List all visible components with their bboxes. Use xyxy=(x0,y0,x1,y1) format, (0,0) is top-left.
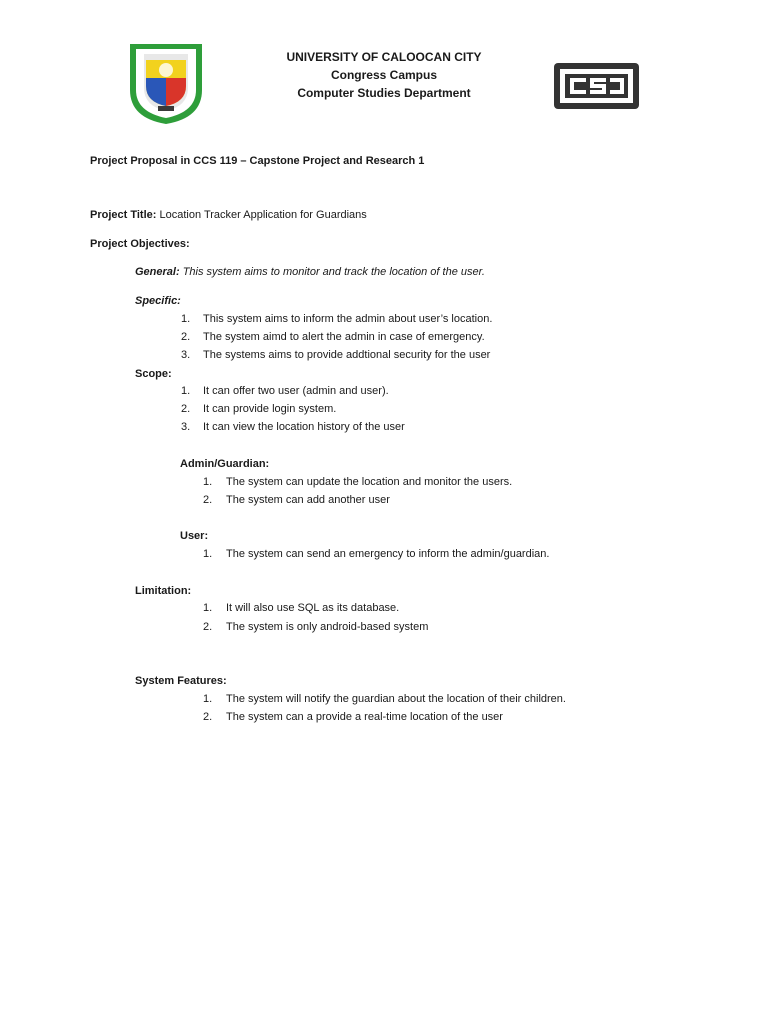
admin-guardian-label: Admin/Guardian: xyxy=(180,458,270,470)
limitation-label: Limitation: xyxy=(135,585,192,597)
general-objective xyxy=(135,266,485,278)
project-title-label: Project Title: xyxy=(90,209,157,221)
document-header xyxy=(0,48,768,102)
specific-label: Specific: xyxy=(135,295,181,307)
proposal-line: Project Proposal in CCS 119 – Capstone Project and Research 1 xyxy=(90,155,425,167)
campus-name: Congress Campus xyxy=(330,68,438,82)
scope-label: Scope: xyxy=(135,368,172,380)
objectives-heading: Project Objectives: xyxy=(90,238,190,250)
department-name: Computer Studies Department xyxy=(297,86,471,100)
general-text: This system aims to monitor and track the location of the user. xyxy=(182,266,485,278)
cs-logo-icon xyxy=(554,63,639,109)
general-label: General: xyxy=(135,266,180,278)
user-label: User: xyxy=(180,530,209,542)
project-title-value: Location Tracker Application for Guardians xyxy=(159,209,367,221)
project-title-row xyxy=(90,209,367,221)
system-features-label: System Features: xyxy=(135,675,227,687)
university-name: UNIVERSITY OF CALOOCAN CITY xyxy=(286,50,482,64)
